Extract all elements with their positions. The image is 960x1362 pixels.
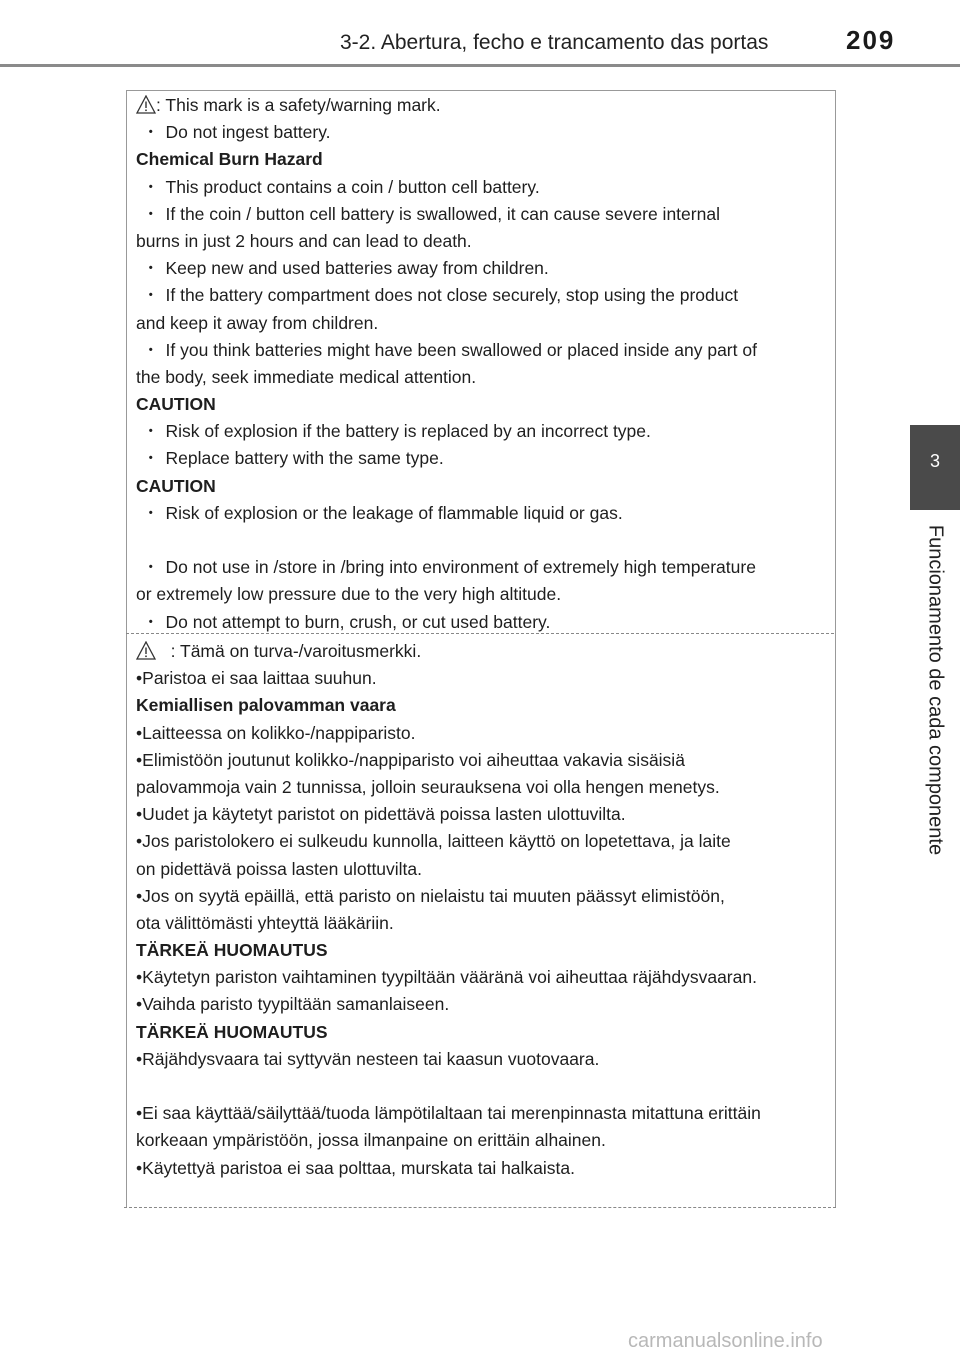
bullet-icon: ・ — [142, 611, 160, 632]
caution-heading: TÄRKEÄ HUOMAUTUS — [136, 940, 328, 961]
bullet-icon: • — [136, 1157, 143, 1178]
list-item: ・ Risk of explosion or the leakage of flammable liquid or gas. — [142, 502, 623, 523]
list-item: ・ Keep new and used batteries away from children. — [142, 258, 549, 279]
list-item-continuation: palovammoja vain 2 tunnissa, jolloin seurauksena voi olla hengen menetys. — [136, 776, 720, 797]
chapter-tab — [910, 425, 960, 510]
list-item: ・ Replace battery with the same type. — [142, 448, 444, 469]
warning-mark-text: : Tämä on turva-/varoitusmerkki. — [170, 641, 422, 661]
list-item: ・ Risk of explosion if the battery is replaced by an incorrect type. — [142, 421, 651, 442]
page-number: 209 — [846, 25, 896, 55]
list-item: ・ If you think batteries might have been swallowed or placed inside any part of — [142, 339, 757, 360]
list-item: ・ Do not use in /store in /bring into environment of extremely high temperature — [142, 557, 756, 578]
list-item: ・ If the battery compartment does not close securely, stop using the product — [142, 285, 739, 306]
box-bottom-rule — [124, 1207, 836, 1208]
list-item: •Käytetyn pariston vaihtaminen tyypiltään vääränä voi aiheuttaa räjähdysvaaran. — [136, 967, 757, 988]
caution-heading: TÄRKEÄ HUOMAUTUS — [136, 1021, 328, 1042]
bullet-icon: • — [136, 994, 143, 1015]
list-item: •Paristoa ei saa laittaa suuhun. — [136, 668, 377, 689]
bullet-icon: • — [136, 885, 143, 906]
warning-mark-line — [136, 638, 830, 665]
bullet-icon: ・ — [142, 502, 160, 523]
hazard-heading: Chemical Burn Hazard — [136, 149, 323, 170]
header-rule — [0, 64, 960, 67]
section-title: 3-2. Abertura, fecho e trancamento das portas — [340, 31, 769, 54]
list-item-continuation: the body, seek immediate medical attention. — [136, 366, 477, 387]
bullet-icon: • — [136, 749, 143, 770]
list-item: ・ This product contains a coin / button cell battery. — [142, 176, 540, 197]
spacer — [136, 527, 830, 554]
list-item-continuation: or extremely low pressure due to the very high altitude. — [136, 584, 562, 605]
list-item: •Uudet ja käytetyt paristot on pidettävä poissa lasten ulottuvilta. — [136, 804, 626, 825]
bullet-icon: ・ — [142, 122, 160, 143]
bullet-icon: ・ — [142, 285, 160, 306]
list-item: •Vaihda paristo tyypiltään samanlaiseen. — [136, 994, 450, 1015]
bullet-icon: • — [136, 967, 143, 988]
warning-mark-text: : This mark is a safety/warning mark. — [156, 95, 441, 115]
warning-mark-line — [136, 92, 830, 119]
list-item: •Jos paristolokero ei sulkeudu kunnolla, laitteen käyttö on lopetettava, ja laite — [136, 831, 731, 852]
finnish-section — [136, 638, 830, 1182]
list-item: •Räjähdysvaara tai syttyvän nesteen tai kaasun vuotovaara. — [136, 1048, 600, 1069]
watermark[interactable]: carmanualsonline.info — [628, 1330, 823, 1352]
list-item: •Ei saa käyttää/säilyttää/tuoda lämpötilaltaan tai merenpinnasta mitattuna erittäin — [136, 1103, 761, 1124]
bullet-icon: ・ — [142, 339, 160, 360]
warning-triangle-icon — [136, 95, 156, 114]
bullet-icon: ・ — [142, 258, 160, 279]
page-header — [0, 0, 960, 70]
list-item: ・ Do not attempt to burn, crush, or cut used battery. — [142, 611, 551, 632]
bullet-icon: ・ — [142, 203, 160, 224]
hazard-heading: Kemiallisen palovamman vaara — [136, 695, 396, 716]
chapter-label: Funcionamento de cada componente — [924, 524, 947, 856]
list-item-continuation: burns in just 2 hours and can lead to death. — [136, 230, 472, 251]
list-item-continuation: on pidettävä poissa lasten ulottuvilta. — [136, 858, 423, 879]
list-item: •Laitteessa on kolikko-/nappiparisto. — [136, 722, 416, 743]
bullet-icon: • — [136, 1048, 143, 1069]
bullet-icon: ・ — [142, 176, 160, 197]
list-item-continuation: korkeaan ympäristöön, jossa ilmanpaine on erittäin alhainen. — [136, 1130, 606, 1151]
list-item-continuation: and keep it away from children. — [136, 312, 379, 333]
bullet-icon: ・ — [142, 557, 160, 578]
list-item: •Elimistöön joutunut kolikko-/nappiparisto voi aiheuttaa vakavia sisäisiä — [136, 749, 685, 770]
list-item: ・ If the coin / button cell battery is swallowed, it can cause severe internal — [142, 203, 720, 224]
chapter-number: 3 — [929, 451, 940, 471]
list-item: •Jos on syytä epäillä, että paristo on nielaistu tai muuten päässyt elimistöön, — [136, 885, 725, 906]
list-item: ・ Do not ingest battery. — [142, 122, 331, 143]
caution-heading: CAUTION — [136, 475, 216, 496]
bullet-icon: ・ — [142, 448, 160, 469]
bullet-icon: • — [136, 722, 143, 743]
list-item: •Käytettyä paristoa ei saa polttaa, murskata tai halkaista. — [136, 1157, 576, 1178]
bullet-icon: • — [136, 831, 143, 852]
bullet-icon: ・ — [142, 421, 160, 442]
list-item-continuation: ota välittömästi yhteyttä lääkäriin. — [136, 912, 394, 933]
caution-heading: CAUTION — [136, 394, 216, 415]
bullet-icon: • — [136, 804, 143, 825]
english-section — [136, 92, 830, 636]
spacer — [136, 1073, 830, 1100]
bullet-icon: • — [136, 668, 143, 689]
bullet-icon: • — [136, 1103, 143, 1124]
warning-triangle-icon — [136, 641, 156, 660]
